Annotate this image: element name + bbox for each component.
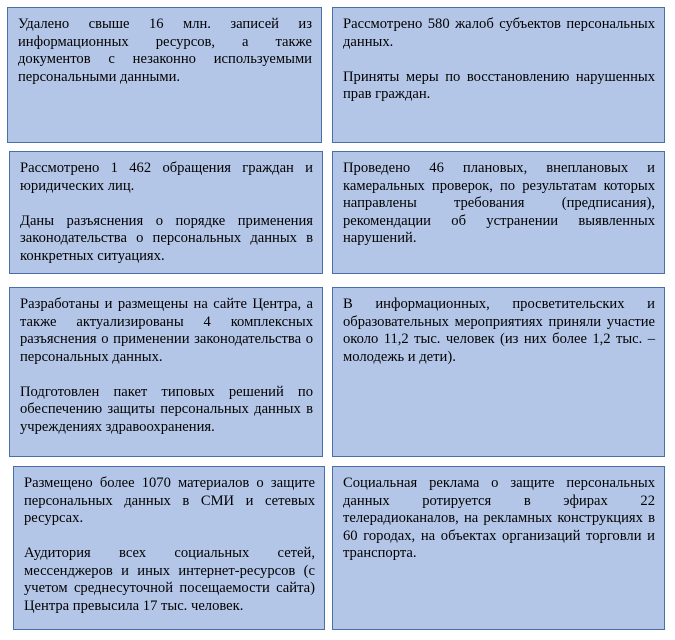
card-text: Социальная реклама о защите персональных данных ротируется в эфирах 22 телерадиоканалов, на рекламных конструкциях в 60 городах, на объектах организаций торговли и транспорта. [343,475,655,561]
card-text: Подготовлен пакет типовых решений по обеспечению защиты персональных данных в учреждениях здравоохранения. [20,383,313,435]
card-text: Разработаны и размещены на сайте Центра, а также актуализированы 4 комплексных разъяснения о применении законодательства о персональных данных. [20,296,313,365]
info-card-events [332,287,665,457]
card-text: Рассмотрено 1 462 обращения граждан и юридических лиц. [20,160,313,194]
card-text: Рассмотрено 580 жалоб субъектов персональных данных. [343,16,655,50]
card-text: Приняты меры по восстановлению нарушенных прав граждан. [343,68,655,102]
card-text: Размещено более 1070 материалов о защите персональных данных в СМИ и сетевых ресурсах. [24,475,315,526]
card-text: В информационных, просветительских и образовательных мероприятиях приняли участие около 11,2 тыс. человек (из них более 1,2 тыс. – молодежь и дети). [343,296,655,365]
card-text: Проведено 46 плановых, внеплановых и камеральных проверок, по результатам которых направлены требования (предписания), рекомендации об устранении выявленных нарушений. [343,160,655,246]
info-card-appeals [9,151,323,274]
info-card-inspections [332,151,665,274]
card-text: Даны разъяснения о порядке применения законодательства о персональных данных в конкретных ситуациях. [20,212,313,264]
card-text: Аудитория всех социальных сетей, мессенджеров и иных интернет-ресурсов (с учетом среднесуточной посещаемости сайта) Центра превысила 17 тыс. человек. [24,545,315,614]
card-text: Удалено свыше 16 млн. записей из информационных ресурсов, а также документов с незаконно используемыми персональными данными. [18,16,312,85]
info-card-clarifications [9,287,323,457]
info-card-records-deleted [7,7,322,143]
info-card-complaints [332,7,665,143]
info-card-social-ads [332,466,665,630]
info-card-media [13,466,325,630]
